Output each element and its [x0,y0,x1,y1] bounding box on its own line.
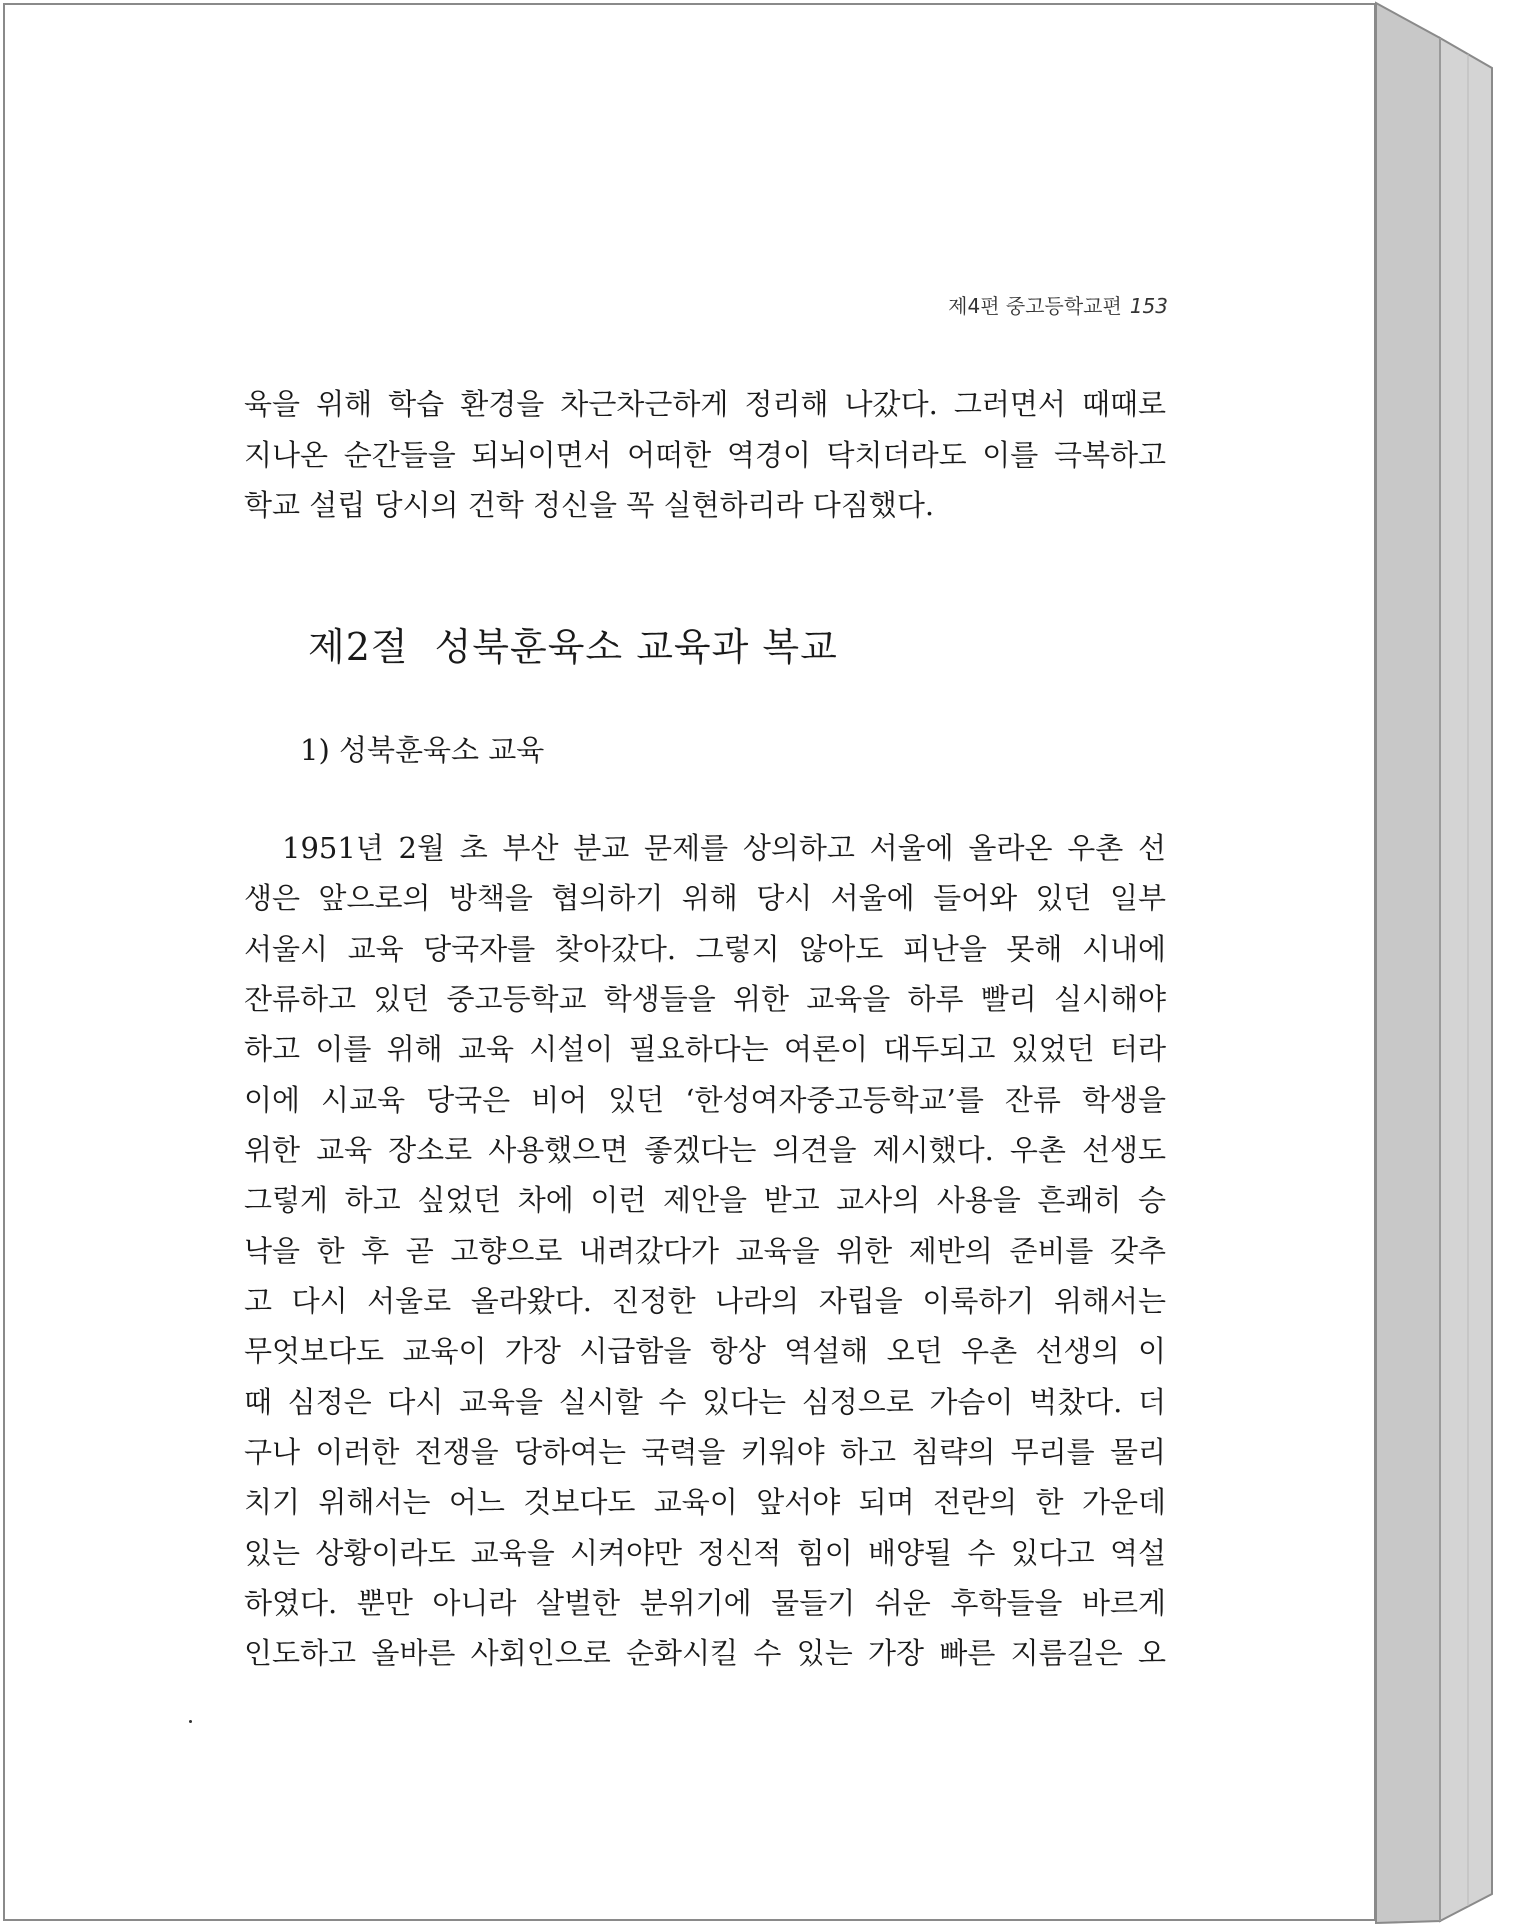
page-number: 153 [1129,294,1168,318]
body-line-16: 하였다. 뿐만 아니라 살벌한 분위기에 물들기 쉬운 후학들을 바르게 [244,1586,1166,1620]
body-line-17: 인도하고 올바른 사회인으로 순화시킬 수 있는 가장 빠른 지름길은 오 [244,1636,1166,1670]
body-line-9: 낙을 한 후 곧 고향으로 내려갔다가 교육을 위한 제반의 준비를 갖추 [244,1234,1166,1268]
body-line-15: 있는 상황이라도 교육을 시켜야만 정신적 힘이 배양될 수 있다고 역설 [244,1536,1166,1570]
body-line-10: 고 다시 서울로 올라왔다. 진정한 나라의 자립을 이룩하기 위해서는 [244,1284,1166,1318]
body-line-4: 잔류하고 있던 중고등학교 학생들을 위한 교육을 하루 빨리 실시해야 [244,982,1166,1016]
body-line-14: 치기 위해서는 어느 것보다도 교육이 앞서야 되며 전란의 한 가운데 [244,1485,1166,1519]
body-line-6: 이에 시교육 당국은 비어 있던 ‘한성여자중고등학교’를 잔류 학생을 [244,1083,1166,1117]
section-number: 제2절 [308,625,409,669]
body-line-3: 서울시 교육 당국자를 찾아갔다. 그렇지 않아도 피난을 못해 시내에 [244,932,1166,966]
body-line-2: 생은 앞으로의 방책을 협의하기 위해 당시 서울에 들어와 있던 일부 [244,881,1166,915]
scan-speck [189,1720,192,1723]
body-line-8: 그렇게 하고 싶었던 차에 이런 제안을 받고 교사의 사용을 흔쾌히 승 [244,1183,1166,1217]
intro-line-2: 지나온 순간들을 되뇌이면서 어떠한 역경이 닥치더라도 이를 극복하고 [244,438,1166,472]
body-line-12: 때 심정은 다시 교육을 실시할 수 있다는 심정으로 가슴이 벅찼다. 더 [244,1385,1166,1419]
running-title: 제4편 중고등학교편 [948,294,1122,318]
section-title: 성북훈육소 교육과 복교 [434,625,838,669]
body-line-1: 1951년 2월 초 부산 분교 문제를 상의하고 서울에 올라온 우촌 선 [282,831,1166,865]
intro-line-3: 학교 설립 당시의 건학 정신을 꼭 실현하리라 다짐했다. [244,488,935,522]
body-line-7: 위한 교육 장소로 사용했으면 좋겠다는 의견을 제시했다. 우촌 선생도 [244,1133,1166,1167]
subsection-heading: 1) 성북훈육소 교육 [300,733,545,767]
running-header [900,290,1168,319]
body-line-11: 무엇보다도 교육이 가장 시급함을 항상 역설해 오던 우촌 선생의 이 [244,1334,1166,1368]
body-line-5: 하고 이를 위해 교육 시설이 필요하다는 여론이 대두되고 있었던 터라 [244,1032,1166,1066]
intro-line-1: 육을 위해 학습 환경을 차근차근하게 정리해 나갔다. 그러면서 때때로 [244,387,1166,421]
body-line-13: 구나 이러한 전쟁을 당하여는 국력을 키워야 하고 침략의 무리를 물리 [244,1435,1166,1469]
section-heading [308,622,838,672]
